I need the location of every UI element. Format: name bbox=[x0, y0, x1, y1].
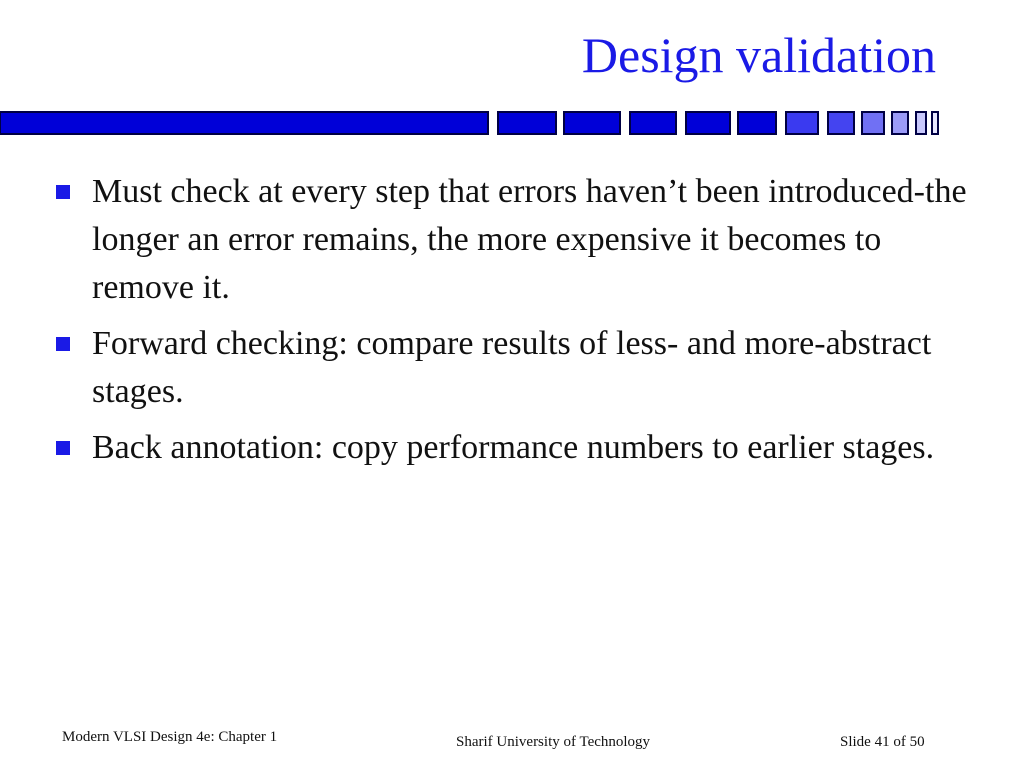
strip-block bbox=[686, 112, 730, 134]
bullet-list bbox=[56, 168, 976, 480]
strip-block bbox=[564, 112, 620, 134]
strip-block bbox=[862, 112, 884, 134]
footer-institution: Sharif University of Technology bbox=[456, 734, 651, 750]
slide-title: Design validation bbox=[581, 27, 936, 83]
footer-slide-number: Slide 41 of 50 bbox=[840, 734, 925, 750]
bullet-item bbox=[56, 320, 976, 416]
footer-course-title: Modern VLSI Design 4e: Chapter 1 bbox=[62, 729, 278, 745]
decorative-bar-strip bbox=[0, 110, 1024, 138]
bullet-item bbox=[56, 168, 976, 312]
square-bullet-icon bbox=[56, 441, 70, 455]
strip-long-bar bbox=[0, 112, 488, 134]
strip-block bbox=[630, 112, 676, 134]
strip-block bbox=[498, 112, 556, 134]
strip-block bbox=[828, 112, 854, 134]
bullet-text: Forward checking: compare results of less- and more-abstract stages. bbox=[92, 325, 932, 410]
bullet-text: Back annotation: copy performance numbers to earlier stages. bbox=[92, 429, 935, 466]
bullet-item bbox=[56, 424, 976, 472]
strip-block bbox=[916, 112, 926, 134]
bullet-text: Must check at every step that errors haven’t been introduced-the longer an error remains, the more expensive it becomes to remove it. bbox=[92, 173, 967, 306]
strip-block bbox=[738, 112, 776, 134]
strip-block bbox=[892, 112, 908, 134]
square-bullet-icon bbox=[56, 337, 70, 351]
strip-block bbox=[786, 112, 818, 134]
square-bullet-icon bbox=[56, 185, 70, 199]
strip-block bbox=[932, 112, 938, 134]
